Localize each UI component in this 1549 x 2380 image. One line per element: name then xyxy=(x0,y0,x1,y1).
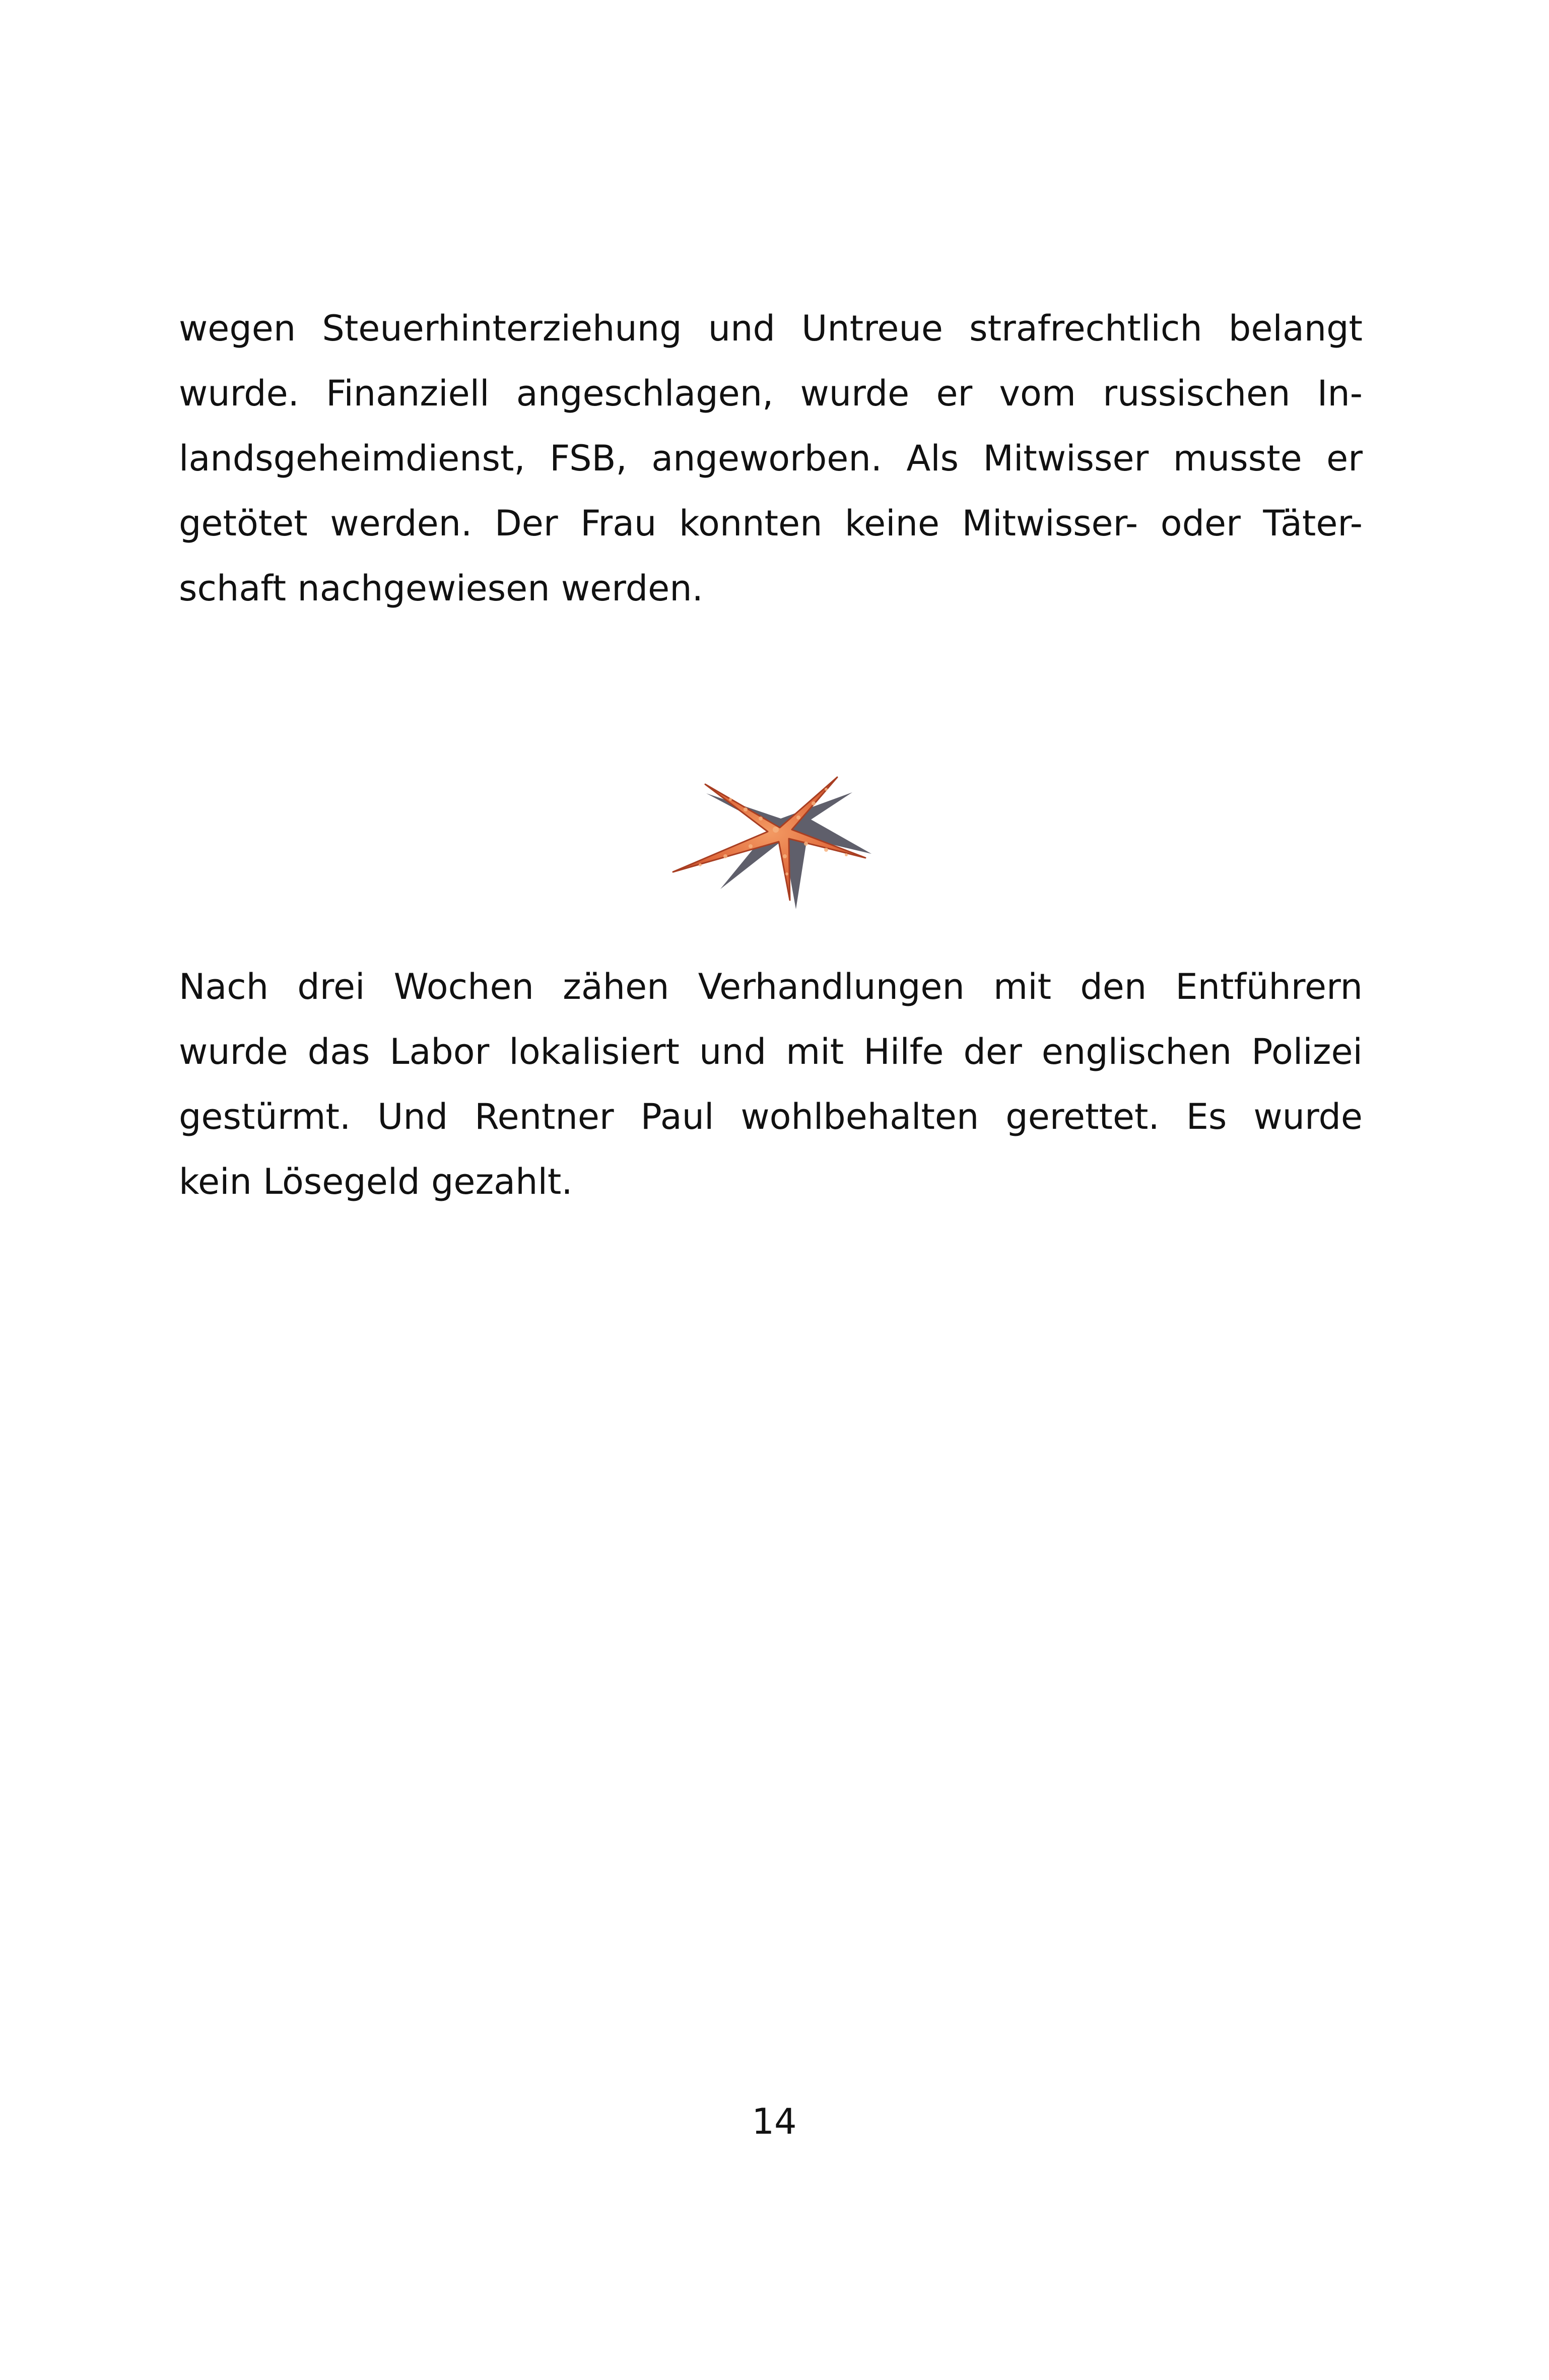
text-line: gestürmt. Und Rentner Paul wohlbehalten gerettet. Es wurde xyxy=(179,1096,1363,1137)
text-line: getötet werden. Der Frau konnten keine Mitwisser- oder Täter- xyxy=(179,503,1363,544)
paragraph-1 xyxy=(179,296,1363,621)
text-line: wurde. Finanziell angeschlagen, wurde er vom russischen In- xyxy=(179,373,1363,414)
text-line: wegen Steuerhinterziehung und Untreue strafrechtlich belangt xyxy=(179,308,1363,349)
paragraph-2 xyxy=(179,955,1363,1214)
starfish-icon xyxy=(660,763,882,914)
text-line: wurde das Labor lokalisiert und mit Hilfe der englischen Polizei xyxy=(179,1031,1363,1072)
text-line: landsgeheimdienst, FSB, angeworben. Als Mitwisser musste er xyxy=(179,438,1363,479)
text-line: kein Lösegeld gezahlt. xyxy=(179,1161,573,1202)
page-number: 14 xyxy=(752,2101,797,2142)
text-line: Nach drei Wochen zähen Verhandlungen mit den Entführern xyxy=(179,966,1363,1007)
text-line: schaft nachgewiesen werden. xyxy=(179,568,703,609)
